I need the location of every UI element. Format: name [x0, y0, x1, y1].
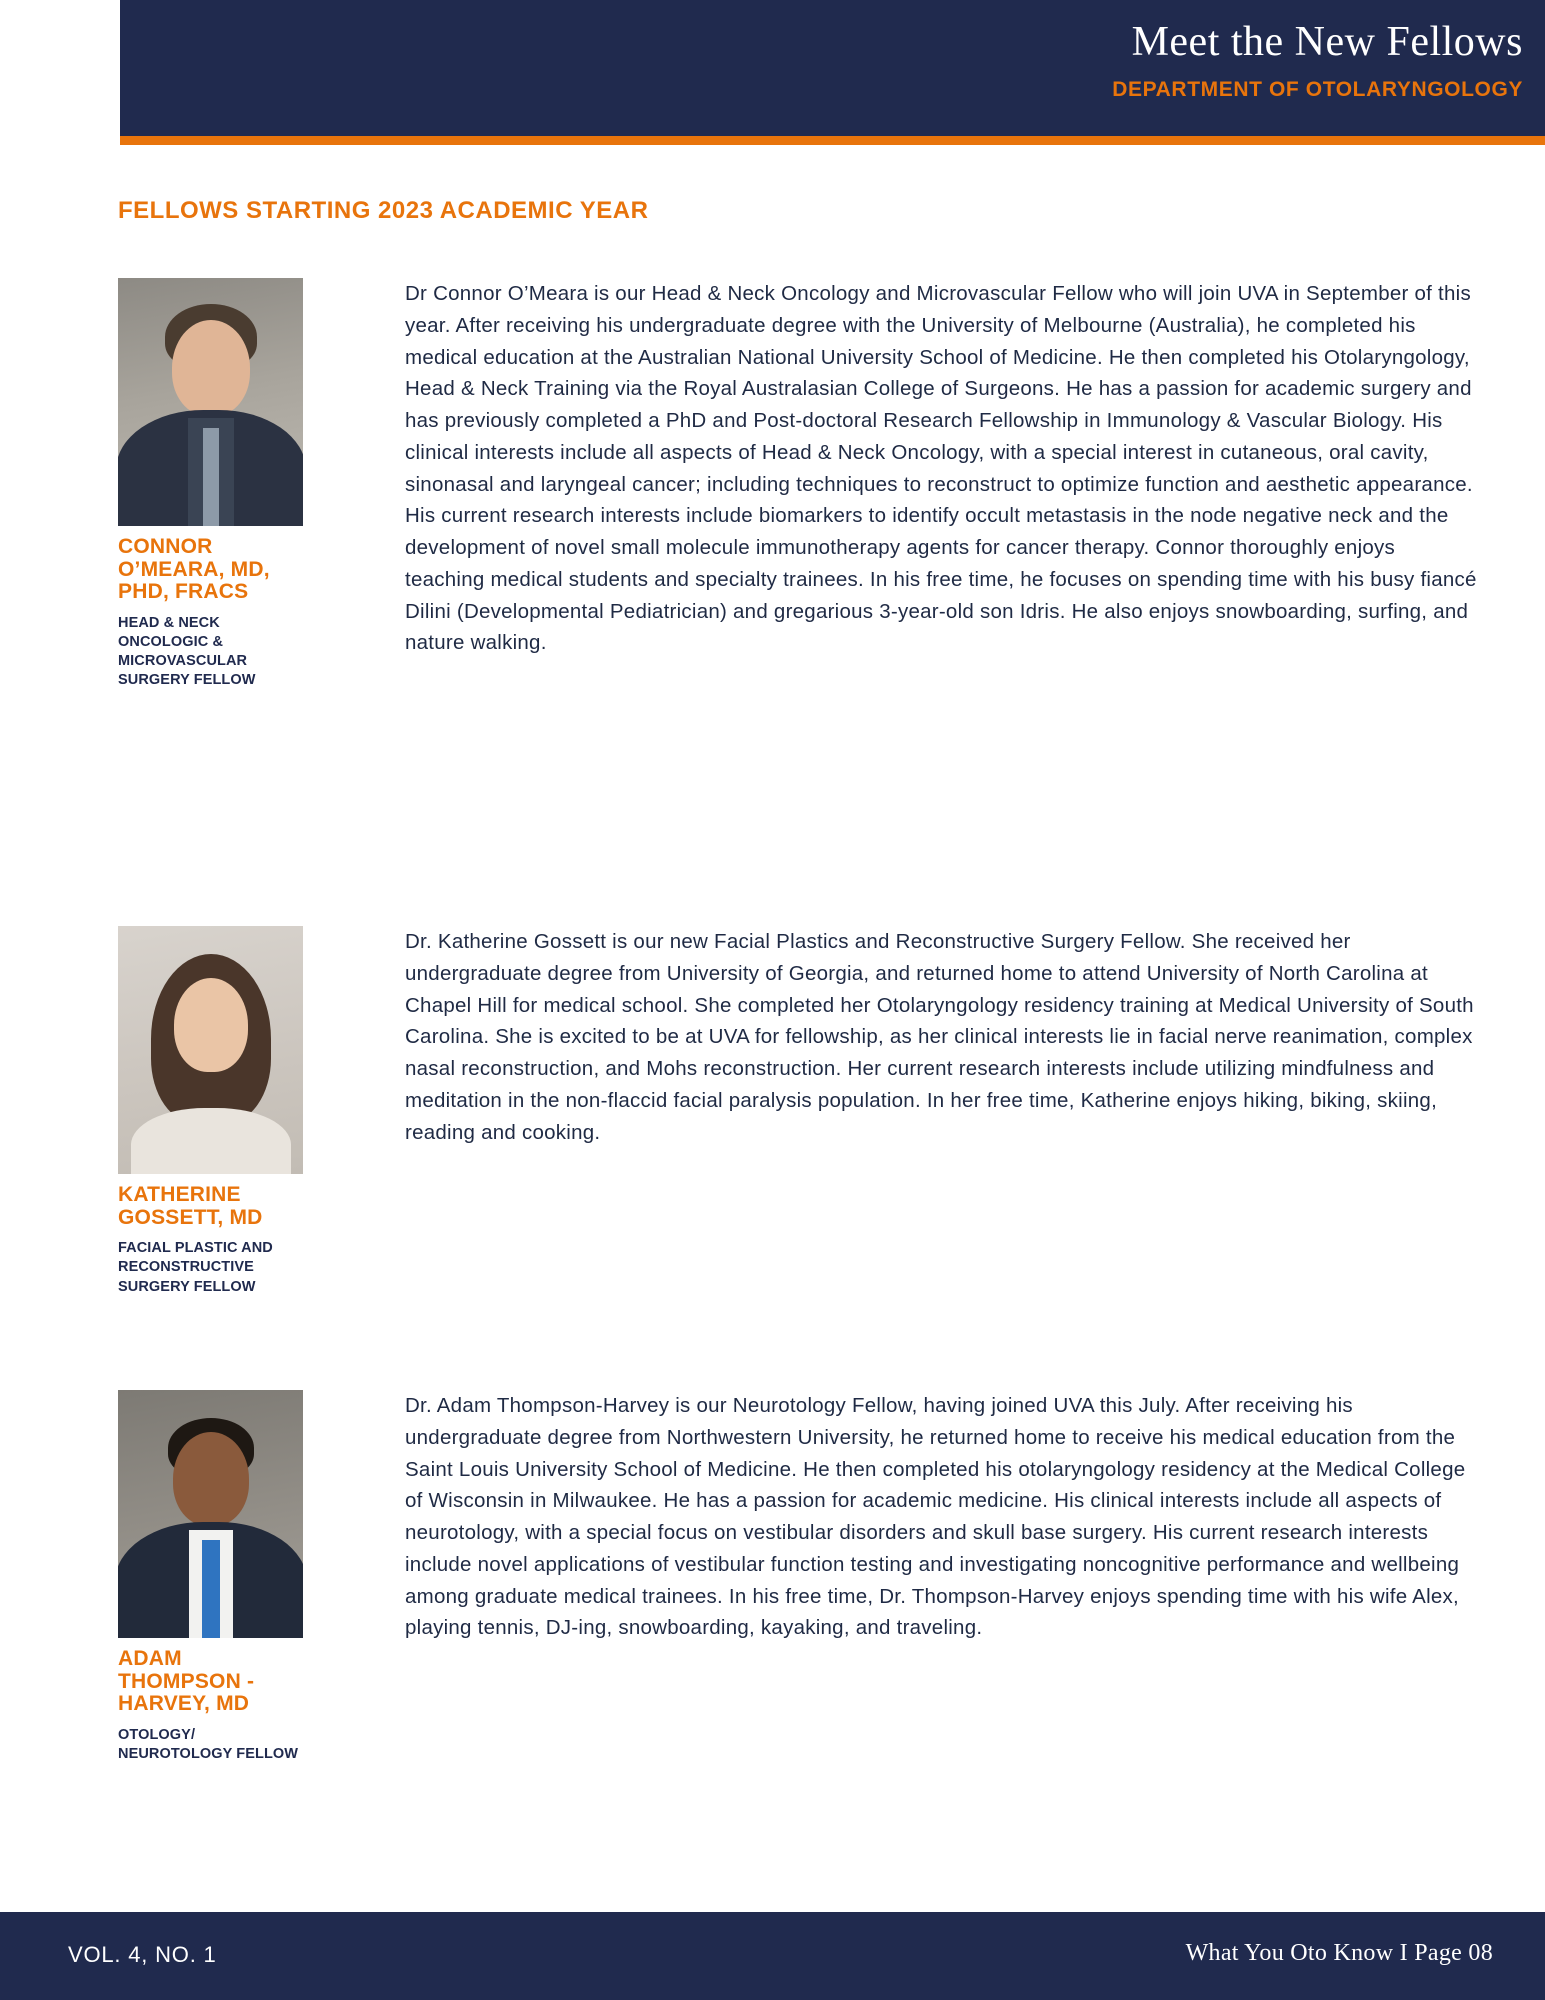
- fellow-role: HEAD & NECK ONCOLOGIC & MICROVASCULAR SURGERY FELLOW: [118, 615, 256, 689]
- section-title: FELLOWS STARTING 2023 ACADEMIC YEAR: [118, 197, 649, 224]
- fellow-bio: Dr Connor O’Meara is our Head & Neck Oncology and Microvascular Fellow who will join UVA in September of this year. After receiving his undergraduate degree with the University of Melbourne (Australia), he completed his medical education at the Australian National University School of Medicine. He then completed his Otolaryngology, Head & Neck Training via the Royal Australasian College of Surgeons. He has a passion for academic surgery and has previously completed a PhD and Post-doctoral Research Fellowship in Immunology & Vascular Biology. His clinical interests include all aspects of Head & Neck Oncology, with a special interest in cutaneous, oral cavity, sinonasal and laryngeal cancer; including techniques to reconstruct to optimize function and aesthetic appearance. His current research interests include biomarkers to identify occult metastasis in the node negative neck and the development of novel small molecule immunotherapy agents for cancer therapy. Connor thoroughly enjoys teaching medical students and specialty trainees. In his free time, he focuses on spending time with his busy fiancé Dilini (Developmental Pediatrician) and gregarious 3-year-old son Idris. He also enjoys snowboarding, surfing, and nature walking.: [405, 282, 1477, 655]
- fellow-headshot-photo: [118, 278, 303, 526]
- fellow-photo-column: [118, 1390, 303, 1764]
- page-footer: [0, 1912, 1545, 2000]
- footer-volume: VOL. 4, NO. 1: [68, 1942, 217, 1967]
- fellow-headshot-photo: [118, 926, 303, 1174]
- fellow-bio: Dr. Katherine Gossett is our new Facial Plastics and Reconstructive Surgery Fellow. She received her undergraduate degree from University of Georgia, and returned home to attend University of North Carolina at Chapel Hill for medical school. She completed her Otolaryngology residency training at Medical University of South Carolina. She is excited to be at UVA for fellowship, as her clinical interests lie in facial nerve reanimation, complex nasal reconstruction, and Mohs reconstruction. Her current research interests include utilizing mindfulness and meditation in the non-flaccid facial paralysis population. In her free time, Katherine enjoys hiking, biking, skiing, reading and cooking.: [405, 930, 1474, 1144]
- fellow-headshot-photo: [118, 1390, 303, 1638]
- header-bottom-accent-bar: [120, 136, 1545, 145]
- fellow-photo-column: [118, 278, 303, 691]
- fellow-name: KATHERINE GOSSETT, MD: [118, 1183, 263, 1229]
- fellow-role: OTOLOGY/ NEUROTOLOGY FELLOW: [118, 1727, 299, 1763]
- page-header: [120, 0, 1545, 136]
- footer-page-label: What You Oto Know I Page 08: [1185, 1940, 1493, 1966]
- fellow-name: CONNOR O’MEARA, MD, PHD, FRACS: [118, 535, 270, 604]
- header-title: Meet the New Fellows: [1131, 19, 1523, 65]
- fellow-role: FACIAL PLASTIC AND RECONSTRUCTIVE SURGERY FELLOW: [118, 1240, 273, 1295]
- fellow-bio: Dr. Adam Thompson-Harvey is our Neurotology Fellow, having joined UVA this July. After receiving his undergraduate degree from Northwestern University, he returned home to receive his medical education from the Saint Louis University School of Medicine. He then completed his otolaryngology residency at the Medical College of Wisconsin in Milwaukee. He has a passion for academic medicine. His clinical interests include all aspects of neurotology, with a special focus on vestibular disorders and skull base surgery. His current research interests include novel applications of vestibular function testing and investigating noncognitive performance and wellbeing among graduate medical trainees. In his free time, Dr. Thompson-Harvey enjoys spending time with his wife Alex, playing tennis, DJ-ing, snowboarding, kayaking, and traveling.: [405, 1394, 1466, 1640]
- fellow-photo-column: [118, 926, 303, 1297]
- fellow-name: ADAM THOMPSON - HARVEY, MD: [118, 1647, 255, 1716]
- header-subtitle: DEPARTMENT OF OTOLARYNGOLOGY: [1112, 78, 1523, 101]
